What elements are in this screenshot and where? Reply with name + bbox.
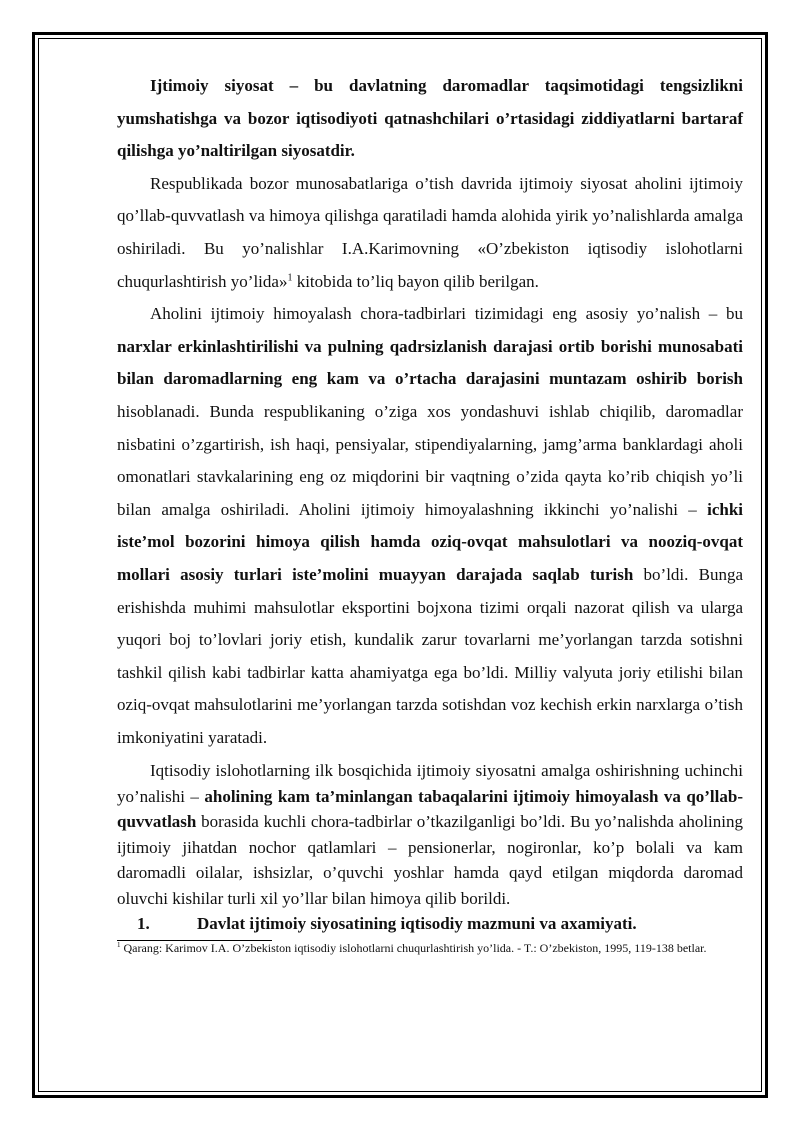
footnote-text: Qarang: Karimov I.A. O’zbekiston iqtisodiy islohotlarni chuqurlashtirish yo’lida. - T.: O’zbekiston, 1995, 119-138 betlar.	[120, 941, 707, 956]
paragraph-directions-intro	[117, 168, 743, 298]
paragraph-text: bo’ldi. Bunga erishishda muhimi mahsulotlar eksportini bojxona tizimi orqali nazorat qilish va ularga yuqori boj to’lovlari joriy etish, kundalik zarur tovarlarni me’yorlangan tarzda sotishni tashkil qilish kabi tadbirlar katta ahamiyatga ega bo’ldi. Milliy valyuta joriy etilishi bilan oziq-ovqat mahsulotlarini me’yorlangan tarzda sotishdan voz kechish erkin narxlarga o’tish imkoniyatini yaratadi.	[117, 564, 743, 747]
section-heading	[117, 911, 743, 937]
footnote-reference: 1	[287, 271, 293, 283]
paragraph-text: hisoblanadi. Bunda respublikaning o’ziga xos yondashuvi ishlab chiqilib, daromadlar nisbatini o’zgartirish, ish haqi, pensiyalar, stipendiyalarning, jamg’arma banklardagi aholi omonatlari stavkalarining eng oz miqdorini bir vaqtning o’zida qayta ko’rib chiqish yo’li bilan amalga oshiriladi. Aholini ijtimoiy himoyalashning ikkinchi yo’nalishi –	[117, 401, 743, 519]
paragraph-definition	[117, 70, 743, 168]
paragraph-social-protection	[117, 298, 743, 754]
emphasis-text: aholining kam ta’minlangan tabaqalarini ijtimoiy himoyalash va qo’llab-quvvatlash	[117, 786, 743, 832]
paragraph-text: borasida kuchli chora-tadbirlar o’tkazilganligi bo’ldi. Bu yo’nalishda aholining ijtimoiy jihatdan nochor qatlamlari – pensionerlar, nogironlar, ko’p bolali va kam daromadli oilalar, ishsizlar, o’quvchi yoshlar hamda qayd etilgan miqdorda daromad oluvchi kishilar turli xil yo’llar bilan himoya qilib borildi.	[117, 812, 743, 908]
paragraph-text: kitobida to’liq bayon qilib berilgan.	[292, 271, 539, 291]
footnote-marker: 1	[117, 941, 121, 950]
emphasis-text: ichki iste’mol bozorini himoya qilish hamda oziq-ovqat mahsulotlari va nooziq-ovqat mollari asosiy turlari iste’molini muayyan darajada saqlab turish	[117, 499, 743, 584]
paragraph-text: Aholini ijtimoiy himoyalash chora-tadbirlari tizimidagi eng asosiy yo’nalish – bu	[150, 304, 743, 324]
section-number: 1.	[137, 914, 150, 934]
definition-bold-text: Ijtimoiy siyosat – bu davlatning daromadlar taqsimotidagi tengsizlikni yumshatishga va bozor iqtisodiyoti qatnashchilari o’rtasidagi ziddiyatlarni bartaraf qilishga yo’naltirilgan siyosatdir.	[117, 76, 743, 161]
footnote	[117, 941, 743, 956]
emphasis-text: narxlar erkinlashtirilishi va pulning qadrsizlanish darajasi ortib borishi munosabati bilan daromadlarning eng kam va o’rtacha darajasini muntazam oshirib borish	[117, 336, 743, 389]
document-page	[117, 70, 743, 956]
section-title: Davlat ijtimoiy siyosatining iqtisodiy mazmuni va axamiyati.	[197, 914, 637, 934]
paragraph-third-direction	[117, 758, 743, 911]
paragraph-text: Iqtisodiy islohotlarning ilk bosqichida ijtimoiy siyosatni amalga oshirishning uchinchi yo’nalishi –	[117, 761, 743, 806]
paragraph-text: Respublikada bozor munosabatlariga o’tish davrida ijtimoiy siyosat aholini ijtimoiy qo’llab-quvvatlash va himoya qilishga qaratiladi hamda alohida yirik yo’nalishlarda amalga oshiriladi. Bu yo’nalishlar I.A.Karimovning «O’zbekiston iqtisodiy islohotlarni chuqurlashtirish yo’lida»	[117, 173, 743, 291]
